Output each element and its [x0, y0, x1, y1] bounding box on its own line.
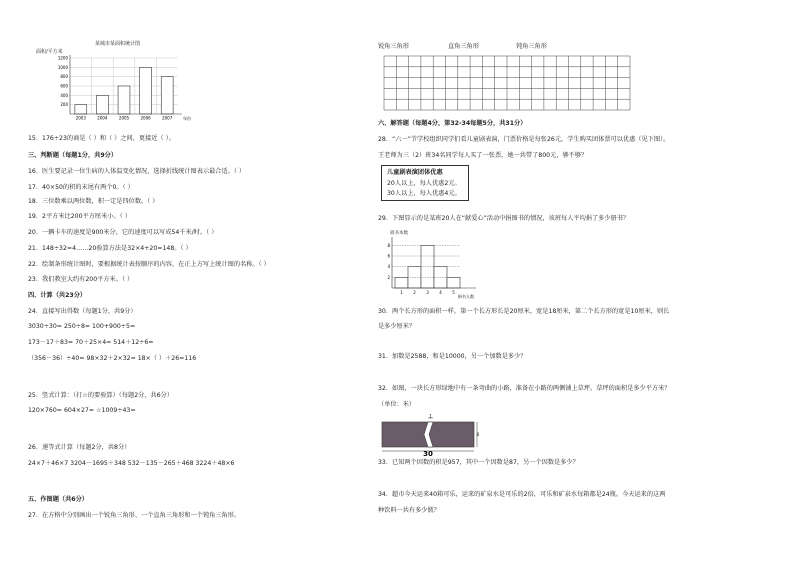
x-tick-label: 2	[413, 290, 416, 295]
bar	[96, 95, 108, 114]
y-tick-label: 1000	[57, 64, 68, 70]
drawing-grid	[382, 55, 632, 112]
x-tick-label: 4	[439, 290, 442, 295]
question-30-line-1: 30．两个长方形的面积一样，第一个长方形长是20厘米，宽是18厘米，第二个长方形的宽是10厘米，则长	[378, 308, 670, 315]
question-24: 24．直接写出得数（每题1分，共9分）	[28, 308, 137, 315]
x-tick-label: 5	[452, 290, 455, 295]
question-17: 17．40×50的积的末尾有两个0。（ ）	[28, 184, 134, 191]
x-tick-label: 2006	[140, 115, 151, 121]
question-33: 33．已知两个因数的积是957，其中一个因数是87，另一个因数是多少？	[378, 459, 579, 466]
lawn-path-diagram	[380, 414, 480, 456]
donation-bar-chart	[378, 236, 503, 302]
discount-line-2: 30人以上，每人优惠4元。	[387, 190, 461, 197]
question-31: 31．加数是2588，和是10000，另一个加数是多少？	[378, 353, 527, 360]
y-tick-label: 200	[60, 102, 68, 108]
discount-line-1: 20人以上，每人优惠2元。	[387, 180, 461, 187]
dim-right-label: 8	[476, 432, 479, 437]
question-34-line-1: 34．超市今天运来40箱可乐，运来的矿泉水是可乐的2倍，可乐和矿泉水每箱都是24瓶。今天运来的这两	[378, 491, 666, 498]
section-3-title: 三、判断题（每题1分，共9分）	[28, 152, 118, 159]
bar	[395, 277, 408, 288]
calc-row-2: 173－17＋83= 70＋25×4= 514＋12÷6=	[28, 339, 154, 346]
question-23: 23．我们教室大约有200平方米。（ ）	[28, 276, 134, 283]
chart-ylabel: 面积/平方米	[36, 49, 63, 55]
bar	[118, 86, 130, 114]
x-tick-label: 3	[426, 290, 429, 295]
question-32-line-2: （单位：米）	[378, 401, 416, 408]
section-4-title: 四、计算（共23分）	[28, 292, 87, 299]
question-34-line-2: 种饮料一共有多少瓶？	[378, 507, 440, 514]
area-bar-chart	[40, 52, 190, 124]
question-30-line-2: 是多少厘米？	[378, 323, 416, 330]
hist-ylabel: 捐书本数	[390, 231, 408, 236]
y-tick-label: 2	[387, 274, 390, 280]
question-32-line-1: 32．如图，一块长方形绿地中有一条弯曲的小路，准备在小路的两侧铺上草坪。草坪的面积是多少平方米？	[378, 385, 671, 392]
x-tick-label: 2004	[97, 115, 108, 121]
group-discount-box	[381, 165, 469, 201]
dim-top-label: 1	[429, 413, 432, 419]
triangle-label-acute: 锐角三角形	[378, 43, 409, 50]
x-axis-label: 年份	[183, 116, 191, 121]
bar	[140, 67, 152, 114]
x-tick-label: 2003	[75, 115, 86, 121]
question-22: 22．绘制条形统计图时，要根据统计表按顺序的内容，在正上方写上统计图的名称。（ ）	[28, 261, 270, 268]
discount-title: 儿童剧表演团体优惠	[387, 169, 443, 176]
question-26-problems: 24×7＋46×7 3204－1695＋348 532－135－265＋468 3224＋48×6	[28, 460, 235, 467]
question-29: 29．下图显示的是某班20人在“献爱心”活动中捐图书的情况，该班每人平均捐了多少册书？	[378, 215, 630, 222]
bar	[161, 77, 173, 114]
question-28-line-2: 王老师为三（2）班34名同学每人买了一张票，她一共带了800元，够不够？	[378, 152, 588, 159]
question-18: 18．三位数乘以两位数，积一定是四位数。（ ）	[28, 198, 159, 205]
x-tick-label: 2005	[118, 115, 130, 121]
question-16: 16．医生要记录一位生病的人体温变化情况，选择折线统计图表示最合适。（ ）	[28, 168, 246, 175]
bar	[75, 105, 87, 114]
question-20: 20．一辆卡车的速度是900米分，它的速度可以写成54千米/时。（ ）	[28, 229, 218, 236]
question-27: 27．在方格中分别画出一个锐角三角形、一个直角三角形和一个钝角三角形。	[28, 512, 241, 519]
y-tick-label: 4	[387, 264, 390, 270]
y-tick-label: 400	[60, 92, 68, 98]
x-axis-label: 捐书人数	[458, 294, 474, 299]
x-tick-label: 2007	[162, 115, 173, 121]
section-5-title: 五、作图题（共6分）	[28, 496, 88, 503]
calc-row-3: （356－36）÷40= 98×32＋2×32= 18×（ ）＋26=116	[28, 355, 197, 362]
calc-row-1: 3030÷30= 250÷8= 100+900÷5=	[28, 323, 136, 330]
y-tick-label: 600	[60, 83, 68, 89]
x-tick-label: 1	[400, 290, 403, 295]
bar	[447, 277, 460, 288]
question-25-problems: 120×760= 604×27= ☆1009÷43=	[28, 407, 136, 414]
chart-title: 某城市某面积统计图	[95, 41, 141, 47]
question-15: 15．176÷23的商是（ ）和（ ）之间，更接近（ ）。	[28, 135, 175, 142]
question-21: 21．148÷32=4……20验算方法是32×4+20=148。（ ）	[28, 245, 192, 252]
dim-bottom-label: 30	[423, 450, 433, 458]
y-tick-label: 6	[387, 253, 390, 259]
question-26: 26．递等式计算（每题2分，共8分）	[28, 444, 131, 451]
triangle-label-obtuse: 钝角三角形	[516, 43, 547, 50]
triangle-label-right: 直角三角形	[448, 43, 479, 50]
y-tick-label: 8	[387, 242, 390, 248]
y-tick-label: 800	[60, 74, 68, 80]
question-25: 25．竖式计算：（打☆的要验算）（每题2分，共6分）	[28, 392, 174, 399]
y-tick-label: 1200	[57, 55, 68, 61]
question-19: 19．2平方米比200平方厘米小。（ ）	[28, 213, 131, 220]
section-6-title: 六、解答题（每题4分，第32-34每题5分，共31分）	[378, 120, 527, 127]
question-28-line-1: 28．“六一”节学校组织同学们看儿童剧表演，门票价格是每张26元，学生购买团体票可以优惠（见下图）。	[378, 136, 670, 143]
